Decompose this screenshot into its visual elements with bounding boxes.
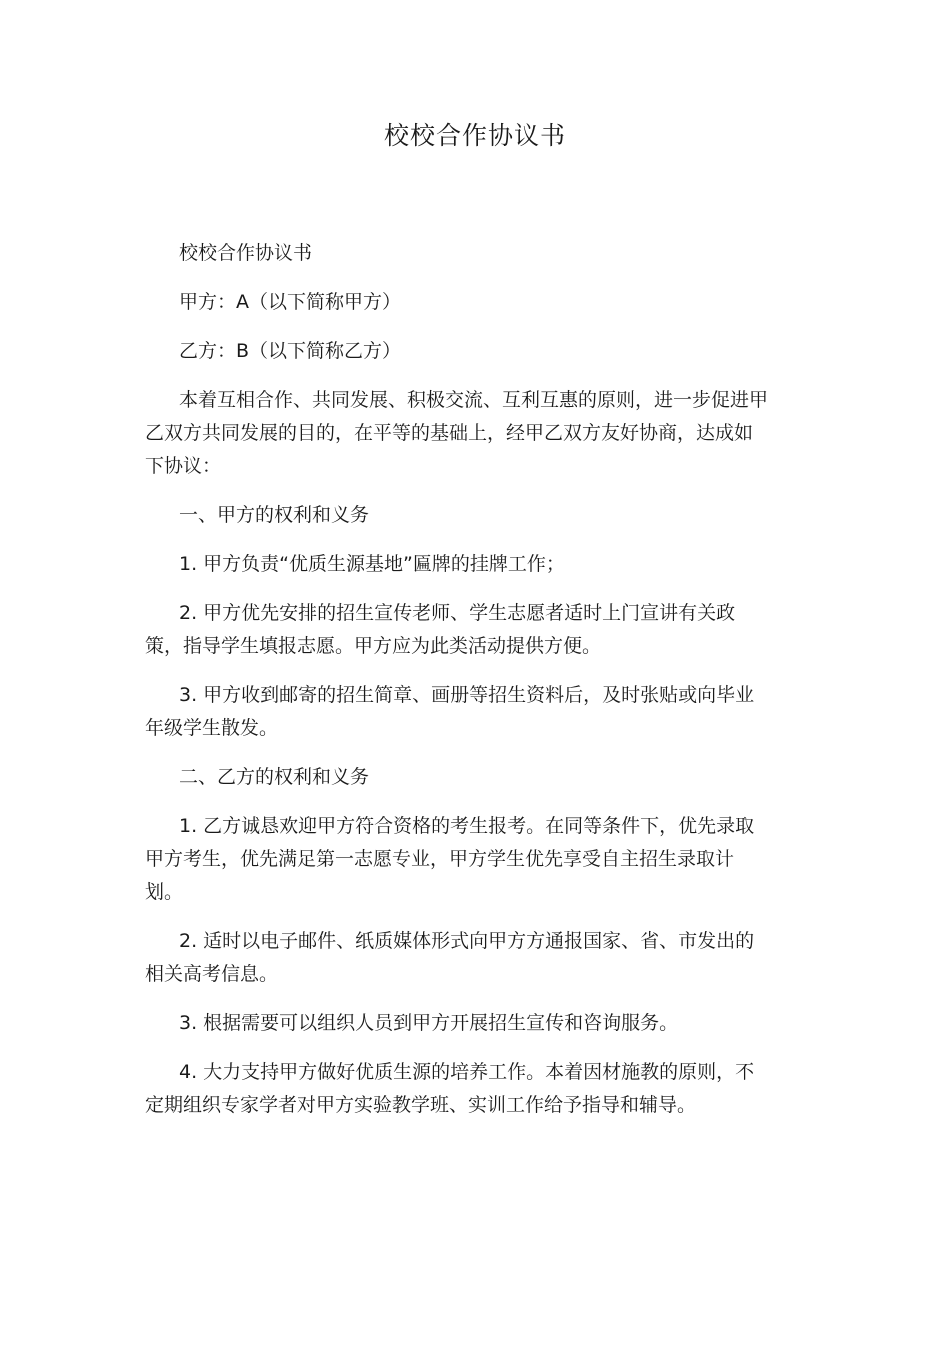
section-heading-party-a: 一、甲方的权利和义务 [179,504,370,526]
party-a-clause-3: 3. 甲方收到邮寄的招生简章、画册等招生资料后，及时张贴或向毕业年级学生散发。 [145,684,755,739]
party-a-clause-2: 2. 甲方优先安排的招生宣传老师、学生志愿者适时上门宣讲有关政策，指导学生填报志愿。甲方应为此类活动提供方便。 [145,602,736,657]
section-heading-party-b: 二、乙方的权利和义务 [179,766,370,788]
party-b-paragraph: 乙方：B（以下简称乙方） [179,340,402,362]
party-a-paragraph: 甲方：A（以下简称甲方） [179,291,401,313]
document-title: 校校合作协议书 [383,121,566,150]
party-b-clause-4: 4. 大力支持甲方做好优质生源的培养工作。本着因材施教的原则，不定期组织专家学者对甲方实验教学班、实训工作给予指导和辅导。 [145,1061,755,1116]
document-body [145,237,770,1138]
party-b-clause-2: 2. 适时以电子邮件、纸质媒体形式向甲方方通报国家、省、市发出的相关高考信息。 [145,930,755,985]
subtitle-paragraph: 校校合作协议书 [179,242,313,264]
party-a-clause-1: 1. 甲方负责“优质生源基地”匾牌的挂牌工作； [179,553,565,575]
party-b-clause-3: 3. 根据需要可以组织人员到甲方开展招生宣传和咨询服务。 [179,1012,679,1034]
preamble-paragraph: 本着互相合作、共同发展、积极交流、互利互惠的原则，进一步促进甲乙双方共同发展的目的，在平等的基础上，经甲乙双方友好协商，达成如下协议： [145,389,769,477]
party-b-clause-1: 1. 乙方诚恳欢迎甲方符合资格的考生报考。在同等条件下，优先录取甲方考生，优先满足第一志愿专业，甲方学生优先享受自主招生录取计划。 [145,815,755,903]
